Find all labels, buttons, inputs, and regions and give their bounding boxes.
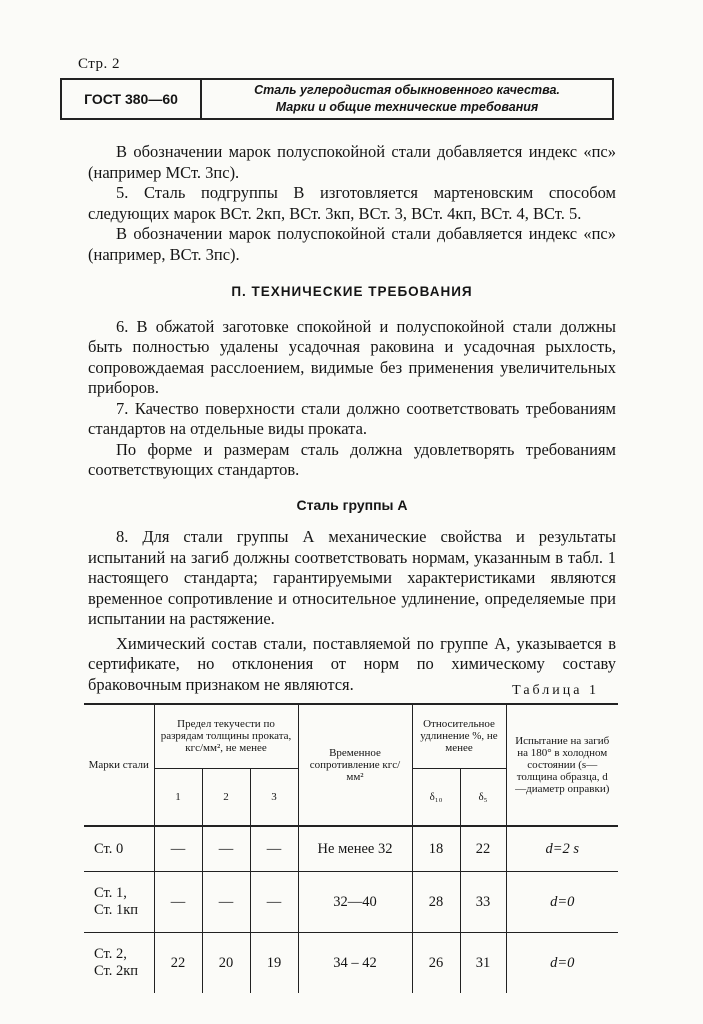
delta-10-cell: 18	[412, 826, 460, 872]
delta-10-cell: 28	[412, 872, 460, 933]
paragraph: 5. Сталь подгруппы В изготовляется мартеновским способом следующих марок ВСт. 2кп, ВСт. 3кп, ВСт. 3, ВСт. 4кп, ВСт. 4, ВСт. 5.	[88, 183, 616, 223]
bend-cell: d=0	[506, 872, 618, 933]
grade-line: Ст. 1,	[94, 885, 127, 901]
title-line-1: Сталь углеродистая обыкновенного качества.	[254, 83, 560, 97]
mechanical-properties-table	[84, 703, 618, 993]
delta-5-cell: 22	[460, 826, 506, 872]
paragraph: Химический состав стали, поставляемой по группе А, указывается в сертификате, но отклонения от норм по химическому составу браковочным признаком не являются.	[88, 633, 616, 694]
grade-cell	[84, 933, 154, 994]
paragraph: В обозначении марок полуспокойной стали добавляется индекс «пс» (например, ВСт. 3пс).	[88, 224, 616, 264]
tensile-cell: 34 – 42	[298, 933, 412, 994]
bend-cell: d=0	[506, 933, 618, 994]
yield-2-cell: 20	[202, 933, 250, 994]
table-row	[84, 872, 618, 933]
body-text	[88, 142, 616, 695]
table-row	[84, 933, 618, 994]
delta-5-cell: 33	[460, 872, 506, 933]
tensile-cell: 32—40	[298, 872, 412, 933]
paragraph: 6. В обжатой заготовке спокойной и полуспокойной стали должны быть полностью удалены усадочная раковина и усадочная рыхлость, сопровождаемая расслоением, видимые без применения увеличительных приборов.	[88, 316, 616, 397]
header-yield-3: 3	[250, 768, 298, 826]
table-caption: Таблица 1	[512, 683, 599, 698]
yield-2-cell: —	[202, 872, 250, 933]
yield-2-cell: —	[202, 826, 250, 872]
grade-cell	[84, 826, 154, 872]
grade-cell	[84, 872, 154, 933]
yield-1-cell: 22	[154, 933, 202, 994]
yield-3-cell: —	[250, 826, 298, 872]
section-heading: П. ТЕХНИЧЕСКИЕ ТРЕБОВАНИЯ	[231, 284, 473, 299]
subsection-heading: Сталь группы А	[296, 496, 408, 513]
grade-line: Ст. 0	[94, 840, 124, 857]
document-header	[60, 78, 614, 120]
document-title	[202, 80, 612, 118]
header-bend-test: Испытание на загиб на 180° в холодном состоянии (s—толщина образца, d—диаметр оправки)	[506, 704, 618, 826]
tensile-cell: Не менее 32	[298, 826, 412, 872]
header-yield: Предел текучести по разрядам толщины проката, кгс/мм², не менее	[154, 704, 298, 768]
header-tensile: Временное сопротивление кгс/мм²	[298, 704, 412, 826]
header-elongation: Относительное удлинение %, не менее	[412, 704, 506, 768]
page-number: Стр. 2	[78, 56, 121, 72]
paragraph: 8. Для стали группы А механические свойства и результаты испытаний на загиб должны соответствовать нормам, указанным в табл. 1 настоящего стандарта; гарантируемыми характеристиками являются временное сопротивление и относительное удлинение, определяемые при испытании на растяжение.	[88, 527, 616, 628]
paragraph: По форме и размерам сталь должна удовлетворять требованиям соответствующих стандартов.	[88, 439, 616, 479]
grade-line: Ст. 2кп	[94, 963, 139, 979]
delta-5-cell: 31	[460, 933, 506, 994]
header-delta-5: δ₅	[460, 768, 506, 826]
yield-3-cell: 19	[250, 933, 298, 994]
table-row	[84, 826, 618, 872]
paragraph: В обозначении марок полуспокойной стали добавляется индекс «пс» (например МСт. 3пс).	[88, 142, 616, 182]
yield-1-cell: —	[154, 872, 202, 933]
grade-line: Ст. 2,	[94, 946, 127, 962]
header-grade: Марки стали	[84, 704, 154, 826]
grade-line: Ст. 1кп	[94, 902, 139, 918]
header-delta-10: δ₁₀	[412, 768, 460, 826]
header-yield-1: 1	[154, 768, 202, 826]
paragraph: 7. Качество поверхности стали должно соответствовать требованиям стандартов на отдельные виды проката.	[88, 398, 616, 438]
header-yield-2: 2	[202, 768, 250, 826]
title-line-2: Марки и общие технические требования	[275, 100, 539, 114]
standard-number: ГОСТ 380—60	[62, 80, 202, 118]
delta-10-cell: 26	[412, 933, 460, 994]
bend-cell: d=2 s	[506, 826, 618, 872]
yield-3-cell: —	[250, 872, 298, 933]
yield-1-cell: —	[154, 826, 202, 872]
